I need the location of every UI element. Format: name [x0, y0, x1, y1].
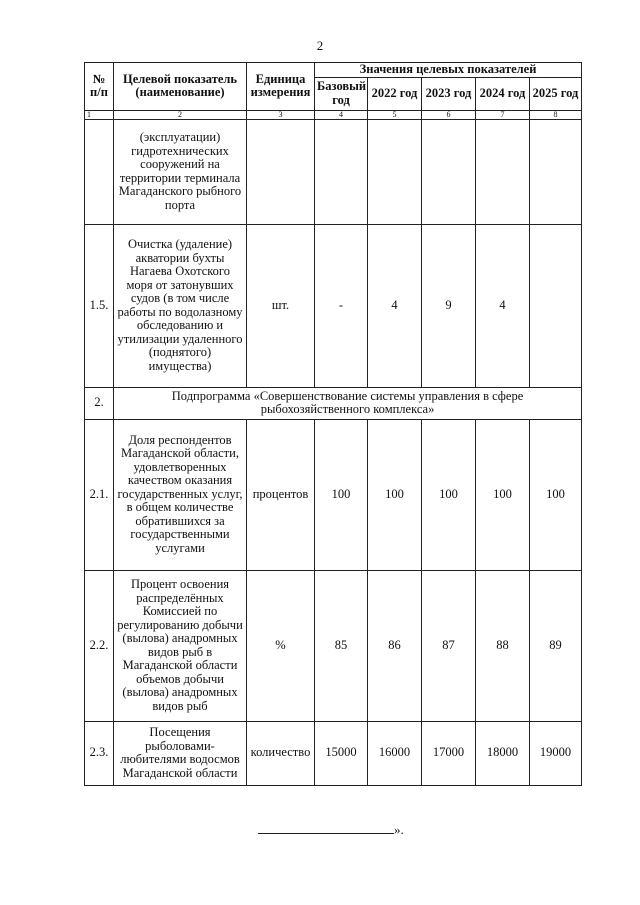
- row-2024: 100: [476, 419, 530, 570]
- row-2023: 17000: [422, 721, 476, 785]
- header-base-year: Базовый год: [315, 77, 368, 110]
- row-2023: 87: [422, 570, 476, 721]
- header-unit: Единица измерения: [247, 63, 315, 111]
- row-indicator: Посещения рыболовами-любителями водосмов Магаданской области: [114, 721, 247, 785]
- row-2022: 100: [368, 419, 422, 570]
- row-2025: 100: [530, 419, 582, 570]
- row-unit: %: [247, 570, 315, 721]
- row-2022: 16000: [368, 721, 422, 785]
- row-2023: [422, 119, 476, 224]
- row-base: [315, 119, 368, 224]
- column-number: 1: [85, 110, 114, 119]
- row-num: 2.3.: [85, 721, 114, 785]
- row-2022: 86: [368, 570, 422, 721]
- header-indicator: Целевой показатель (наименование): [114, 63, 247, 111]
- signature-underline: [258, 823, 394, 834]
- header-2025: 2025 год: [530, 77, 582, 110]
- row-base: 100: [315, 419, 368, 570]
- table-row: [85, 570, 582, 721]
- header-2022: 2022 год: [368, 77, 422, 110]
- table-row: [85, 419, 582, 570]
- row-num: 2.1.: [85, 419, 114, 570]
- header-num: № п/п: [85, 63, 114, 111]
- row-2025: [530, 224, 582, 387]
- row-2024: 88: [476, 570, 530, 721]
- closing-line: [258, 822, 404, 838]
- table-row: [85, 721, 582, 785]
- closing-quote: ».: [394, 822, 404, 837]
- row-unit: шт.: [247, 224, 315, 387]
- row-2025: [530, 119, 582, 224]
- row-num: 2.2.: [85, 570, 114, 721]
- target-indicators-table: [84, 62, 582, 786]
- row-unit: количество: [247, 721, 315, 785]
- row-2024: 18000: [476, 721, 530, 785]
- row-2023: 100: [422, 419, 476, 570]
- row-2025: 89: [530, 570, 582, 721]
- row-unit: [247, 119, 315, 224]
- row-base: 85: [315, 570, 368, 721]
- column-number: 8: [530, 110, 582, 119]
- header-values-group: Значения целевых показателей: [315, 63, 582, 78]
- subprogram-row: [85, 387, 582, 419]
- row-2023: 9: [422, 224, 476, 387]
- column-number: 6: [422, 110, 476, 119]
- row-2025: 19000: [530, 721, 582, 785]
- row-unit: процентов: [247, 419, 315, 570]
- row-base: -: [315, 224, 368, 387]
- column-number: 4: [315, 110, 368, 119]
- header-2023: 2023 год: [422, 77, 476, 110]
- row-2024: [476, 119, 530, 224]
- row-base: 15000: [315, 721, 368, 785]
- column-number: 5: [368, 110, 422, 119]
- header-2024: 2024 год: [476, 77, 530, 110]
- column-number-row: [85, 110, 582, 119]
- column-number: 3: [247, 110, 315, 119]
- row-num: 1.5.: [85, 224, 114, 387]
- column-number: 7: [476, 110, 530, 119]
- subprogram-title: Подпрограмма «Совершенствование системы управления в сфере рыбохозяйственного комплекса»: [114, 387, 582, 419]
- table-row: [85, 224, 582, 387]
- row-2022: [368, 119, 422, 224]
- row-2022: 4: [368, 224, 422, 387]
- row-num: [85, 119, 114, 224]
- row-indicator: Очистка (удаление) акватории бухты Нагаева Охотского моря от затонувших судов (в том числе работы по водолазному обследованию и утилизации удаленного (поднятого) имущества): [114, 224, 247, 387]
- row-num: 2.: [85, 387, 114, 419]
- row-2024: 4: [476, 224, 530, 387]
- row-indicator: Процент освоения распределённых Комиссией по регулированию добычи (вылова) анадромных видов рыб в Магаданской области объемов добычи (вылова) анадромных видов рыб: [114, 570, 247, 721]
- page-number: 2: [316, 38, 324, 53]
- row-indicator: Доля респондентов Магаданской области, удовлетворенных качеством оказания государственных услуг, в общем количестве обратившихся за государственными услугами: [114, 419, 247, 570]
- row-indicator: (эксплуатации) гидротехнических сооружений на территории терминала Магаданского рыбного порта: [114, 119, 247, 224]
- column-number: 2: [114, 110, 247, 119]
- table-row: [85, 119, 582, 224]
